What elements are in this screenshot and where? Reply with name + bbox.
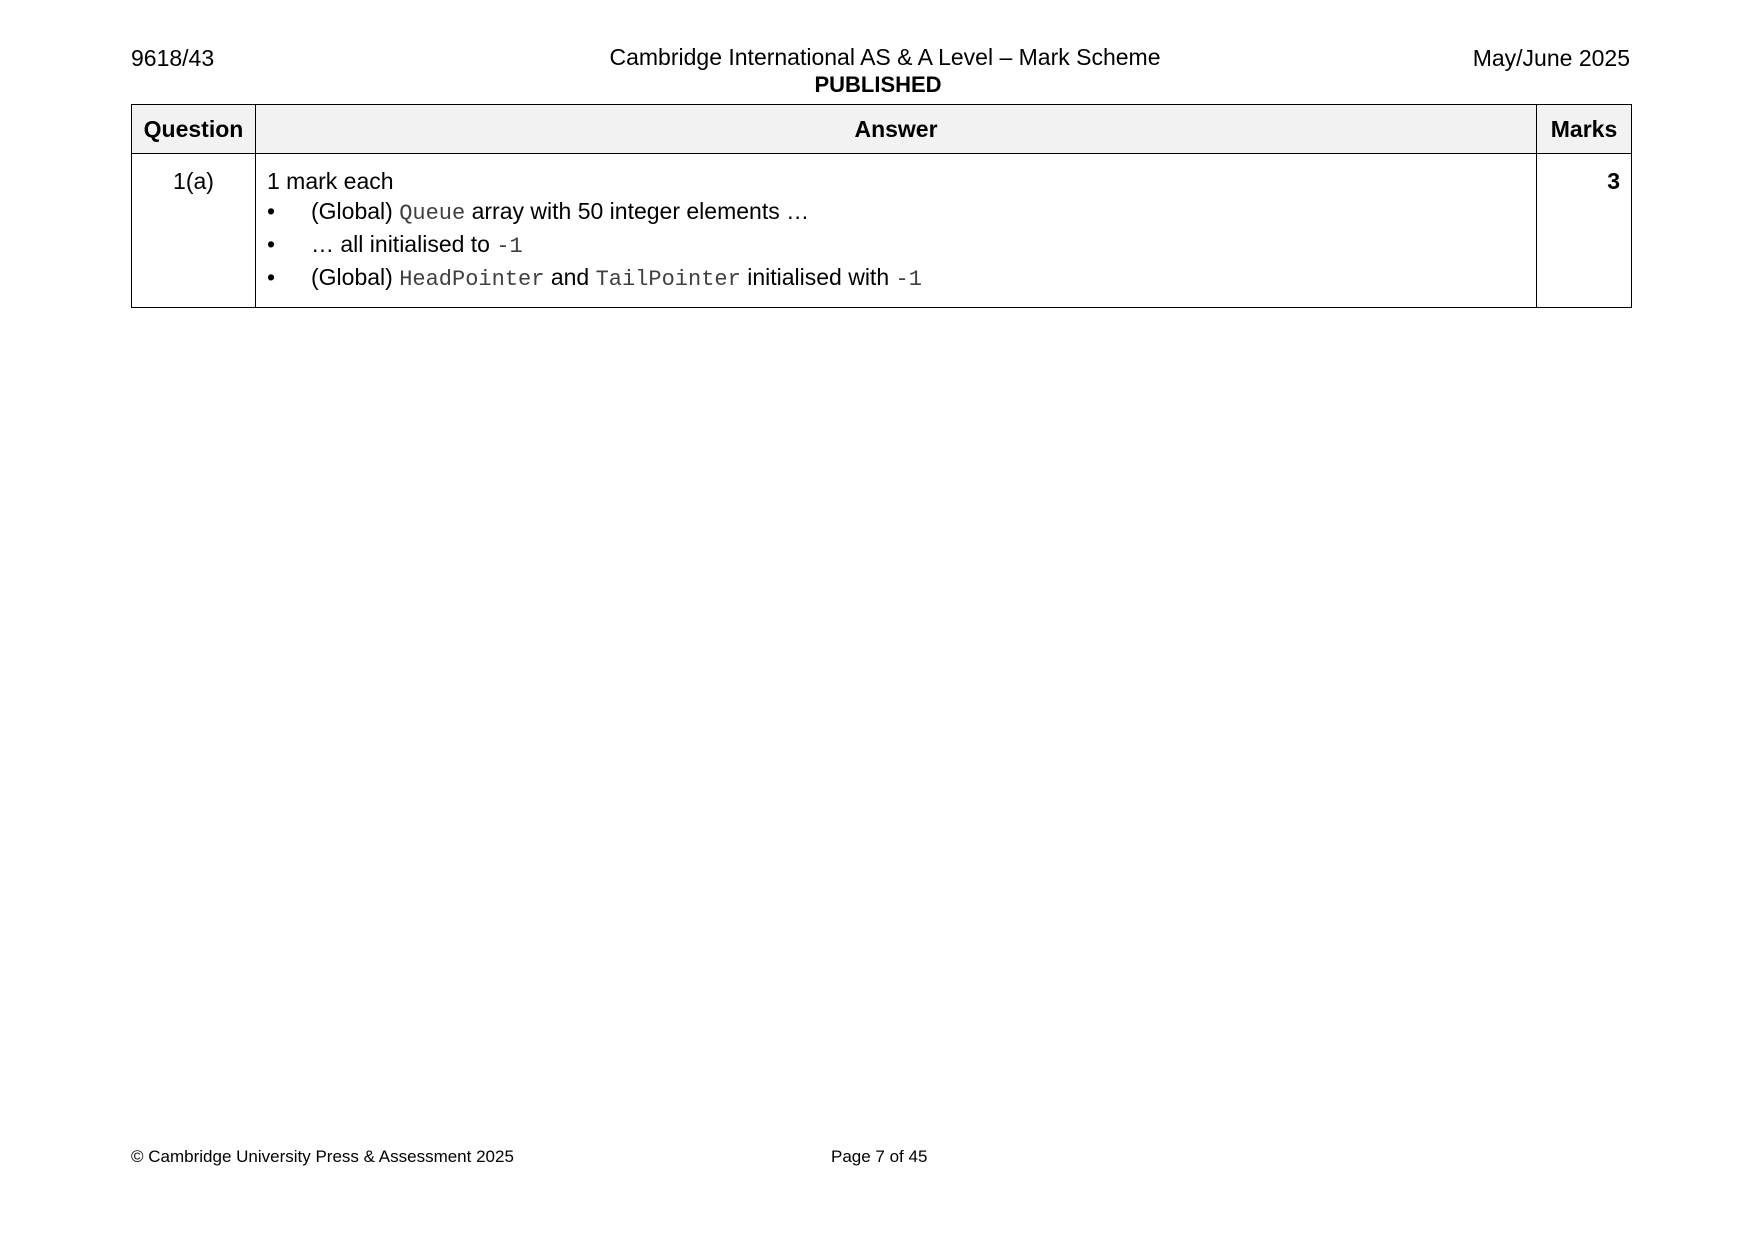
answer-bullet-list	[267, 196, 1525, 295]
question-column-header: Question	[132, 105, 256, 154]
copyright-notice: © Cambridge University Press & Assessment 2025	[131, 1147, 514, 1166]
bullet-text: (Global)	[311, 198, 393, 224]
table-header-row	[132, 105, 1632, 154]
table-row	[132, 154, 1632, 308]
code-value: -1	[496, 234, 523, 259]
answer-column-header: Answer	[256, 105, 1537, 154]
list-item	[267, 196, 1525, 229]
code-identifier: TailPointer	[595, 267, 741, 292]
bullet-icon: •	[267, 264, 276, 290]
list-item	[267, 229, 1525, 262]
code-identifier: Queue	[399, 201, 466, 226]
marks-column-header: Marks	[1537, 105, 1632, 154]
marks-value: 3	[1537, 154, 1632, 308]
code-identifier: HeadPointer	[399, 267, 545, 292]
page-number: Page 7 of 45	[831, 1147, 928, 1166]
answer-intro: 1 mark each	[267, 168, 394, 194]
paper-code: 9618/43	[131, 45, 215, 71]
bullet-icon: •	[267, 231, 276, 257]
bullet-text: array with 50 integer elements …	[471, 198, 810, 224]
bullet-text: (Global)	[311, 264, 393, 290]
bullet-icon: •	[267, 198, 276, 224]
bullet-text: initialised with	[747, 264, 890, 290]
mark-scheme-table	[131, 104, 1632, 308]
exam-session: May/June 2025	[1472, 45, 1630, 71]
answer-cell	[256, 154, 1537, 308]
bullet-text: and	[550, 264, 590, 290]
list-item	[267, 262, 1525, 295]
code-value: -1	[895, 267, 922, 292]
document-title: Cambridge International AS & A Level – Mark Scheme	[609, 44, 1161, 70]
published-label: PUBLISHED	[814, 72, 942, 97]
bullet-text: … all initialised to	[311, 231, 490, 257]
question-number: 1(a)	[132, 154, 256, 308]
